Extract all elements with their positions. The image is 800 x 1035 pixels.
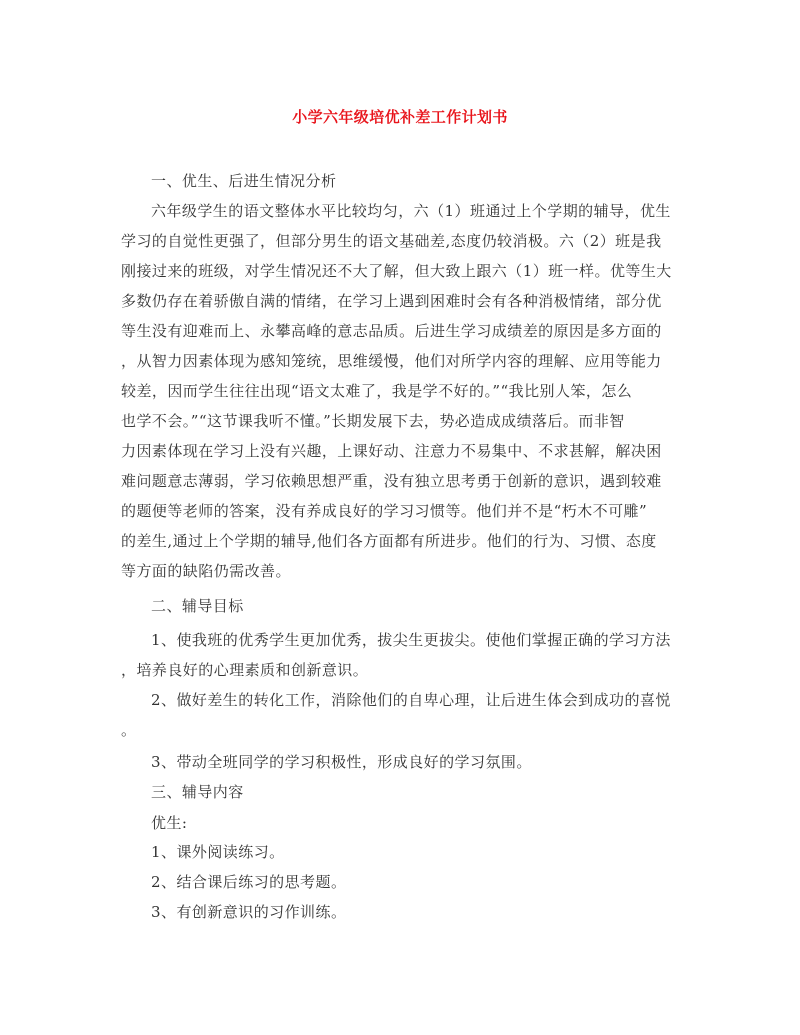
goal-item-2-line-1: 2、做好差生的转化工作，消除他们的自卑心理，让后进生体会到成功的喜悦 — [151, 691, 671, 709]
goal-item-2-line-2: 。 — [121, 721, 137, 739]
section-heading-1: 一、优生、后进生情况分析 — [151, 172, 337, 190]
paragraph-line: 刚接过来的班级，对学生情况还不大了解，但大致上跟六（1）班一样。优等生大 — [121, 262, 672, 280]
paragraph-line: 的差生,通过上个学期的辅导,他们各方面都有所进步。他们的行为、习惯、态度 — [121, 532, 657, 550]
paragraph-line: 力因素体现在学习上没有兴趣，上课好动、注意力不易集中、不求甚解，解决困 — [121, 442, 662, 460]
goal-item-3: 3、带动全班同学的学习积极性，形成良好的学习氛围。 — [151, 753, 532, 771]
section-heading-3: 三、辅导内容 — [151, 783, 244, 801]
content-item-1: 1、课外阅读练习。 — [151, 843, 285, 861]
paragraph-line: 六年级学生的语文整体水平比较均匀，六（1）班通过上个学期的辅导，优生 — [151, 202, 671, 220]
goal-item-1-line-1: 1、使我班的优秀学生更加优秀，拔尖生更拔尖。使他们掌握正确的学习方法 — [151, 631, 671, 649]
paragraph-line: 也学不会。”“这节课我听不懂。”长期发展下去，势必造成成绩落后。而非智 — [121, 412, 625, 430]
content-item-2: 2、结合课后练习的思考题。 — [151, 873, 347, 891]
document-title: 小学六年级培优补差工作计划书 — [292, 108, 508, 126]
paragraph-line: 的题便等老师的答案，没有养成良好的学习习惯等。他们并不是“朽木不可雕” — [121, 502, 648, 520]
subheading-top-students: 优生: — [151, 814, 188, 832]
paragraph-line: ，从智力因素体现为感知笼统，思维缓慢，他们对所学内容的理解、应用等能力 — [121, 352, 662, 370]
paragraph-line: 学习的自觉性更强了，但部分男生的语文基础差,态度仍较消极。六（2）班是我 — [121, 232, 662, 250]
goal-item-1-line-2: ，培养良好的心理素质和创新意识。 — [121, 661, 369, 679]
paragraph-line: 等方面的缺陷仍需改善。 — [121, 562, 291, 580]
content-item-3: 3、有创新意识的习作训练。 — [151, 903, 347, 921]
paragraph-line: 较差，因而学生往往出现“语文太难了，我是学不好的。”“我比别人笨，怎么 — [121, 382, 633, 400]
section-heading-2: 二、辅导目标 — [151, 597, 244, 615]
paragraph-line: 等生没有迎难而上、永攀高峰的意志品质。后进生学习成绩差的原因是多方面的 — [121, 322, 662, 340]
paragraph-line: 多数仍存在着骄傲自满的情绪，在学习上遇到困难时会有各种消极情绪，部分优 — [121, 292, 662, 310]
paragraph-line: 难问题意志薄弱，学习依赖思想严重，没有独立思考勇于创新的意识，遇到较难 — [121, 472, 662, 490]
